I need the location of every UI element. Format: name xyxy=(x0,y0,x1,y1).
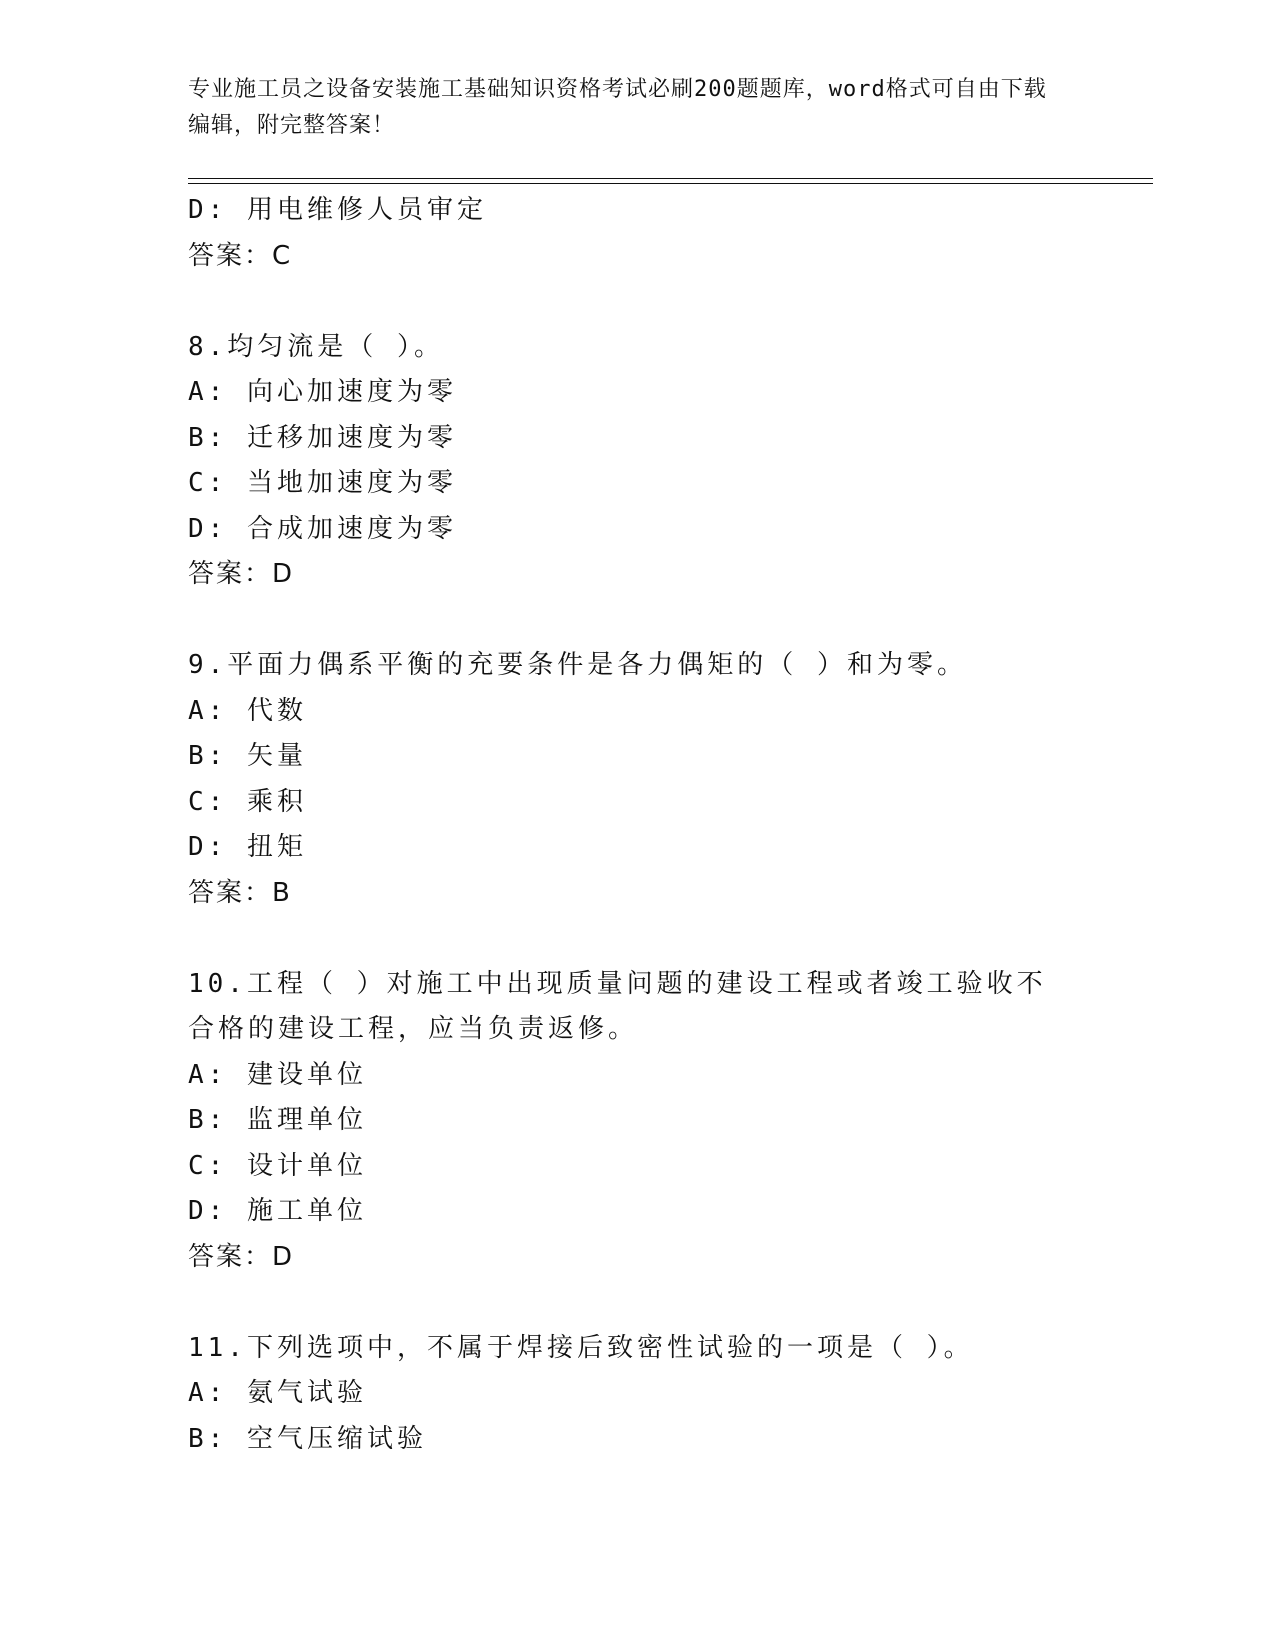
question-11 xyxy=(188,1326,1148,1463)
option-c: C: 设计单位 xyxy=(188,1150,367,1181)
option-b: B: 空气压缩试验 xyxy=(188,1423,427,1454)
question-9 xyxy=(188,643,1148,916)
option-c: C: 乘积 xyxy=(188,786,307,817)
option-d: D: 扭矩 xyxy=(188,832,307,862)
option-a: A: 氨气试验 xyxy=(188,1378,367,1408)
answer-line: 答案：B xyxy=(188,877,292,908)
spacer xyxy=(188,916,1148,962)
question-stem: 10.工程（ ）对施工中出现质量问题的建设工程或者竣工验收不合格的建设工程，应当负责返修。 xyxy=(188,968,1047,1044)
option-d: D: 合成加速度为零 xyxy=(188,513,457,544)
spacer xyxy=(188,598,1148,644)
option-b: B: 迁移加速度为零 xyxy=(188,422,457,453)
answer-line: 答案：D xyxy=(188,559,295,589)
question-8 xyxy=(188,325,1148,598)
question-stem: 9.平面力偶系平衡的充要条件是各力偶矩的（ ）和为零。 xyxy=(188,650,967,680)
question-stem: 11.下列选项中，不属于焊接后致密性试验的一项是（ ）。 xyxy=(188,1332,974,1363)
option-b: B: 监理单位 xyxy=(188,1105,367,1135)
question-stem: 8.均匀流是（ ）。 xyxy=(188,331,444,362)
option-b: B: 矢量 xyxy=(188,741,307,771)
option-a: A: 向心加速度为零 xyxy=(188,377,457,407)
option-c: C: 当地加速度为零 xyxy=(188,468,457,498)
answer-line: 答案：C xyxy=(188,240,293,271)
header-divider-bottom xyxy=(188,183,1153,184)
spacer xyxy=(188,1280,1148,1326)
document-header: 专业施工员之设备安装施工基础知识资格考试必刷200题题库，word格式可自由下载编辑，附完整答案！ xyxy=(188,77,1047,138)
spacer xyxy=(188,279,1148,325)
answer-line: 答案：D xyxy=(188,1241,295,1272)
question-10 xyxy=(188,962,1148,1281)
option-d: D: 用电维修人员审定 xyxy=(188,195,487,225)
option-a: A: 建设单位 xyxy=(188,1059,367,1090)
header-divider-top xyxy=(188,178,1153,179)
question-list xyxy=(188,188,1148,1462)
option-d: D: 施工单位 xyxy=(188,1196,367,1226)
option-a: A: 代数 xyxy=(188,695,307,726)
